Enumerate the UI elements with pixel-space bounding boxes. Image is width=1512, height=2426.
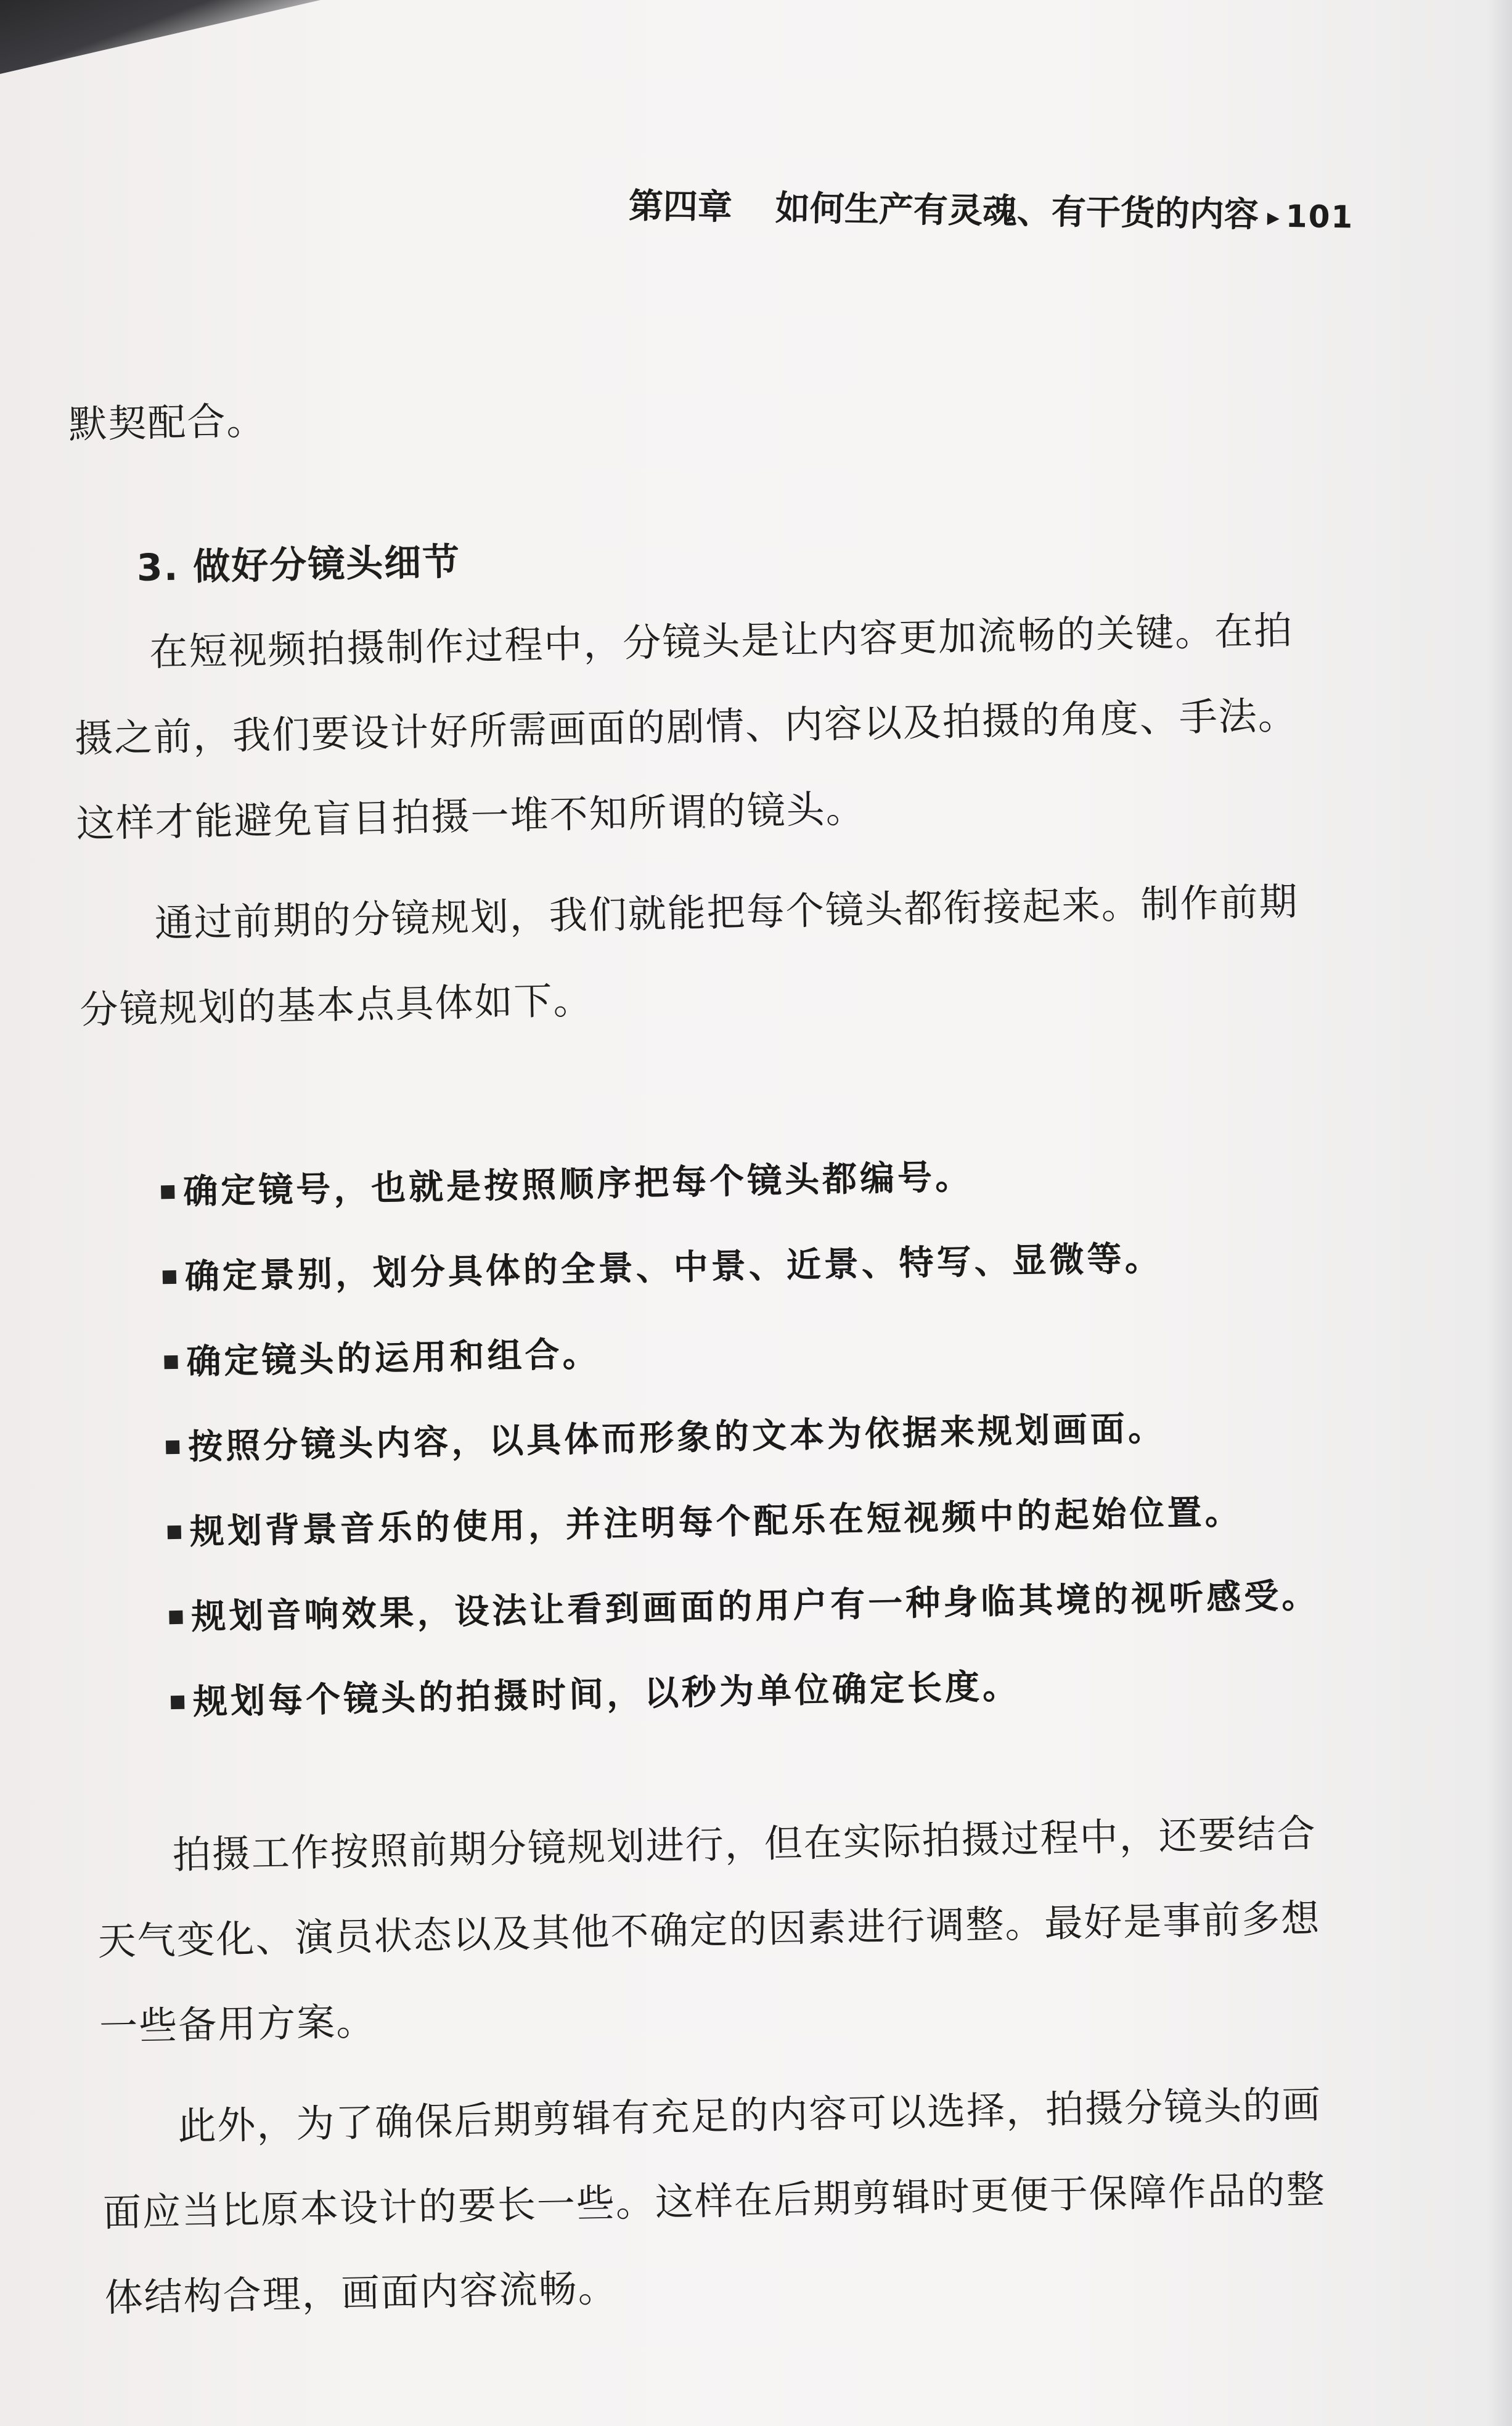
page-corner-shadow	[0, 0, 321, 74]
page-body	[68, 359, 1338, 2341]
square-bullet-icon	[166, 1440, 179, 1454]
chapter-label: 第四章	[628, 186, 733, 228]
planning-points-list	[160, 1127, 1326, 1745]
square-bullet-icon	[168, 1525, 181, 1539]
continuation-text: 默契配合。	[68, 398, 266, 447]
square-bullet-icon	[169, 1611, 182, 1624]
chapter-title: 如何生产有灵魂、有干货的内容	[775, 188, 1259, 235]
list-item-text: 规划背景音乐的使用，并注明每个配乐在短视频中的起始位置。	[189, 1491, 1243, 1553]
list-item-text: 按照分镜头内容，以具体而形象的文本为依据来规划画面。	[187, 1408, 1166, 1468]
list-item-text: 规划音响效果，设法让看到画面的用户有一种身临其境的视听感受。	[190, 1575, 1320, 1638]
list-item-text: 确定镜头的运用和组合。	[186, 1333, 601, 1382]
list-item-text: 规划每个镜头的拍摄时间，以秒为单位确定长度。	[192, 1665, 1021, 1723]
intro-paragraph-1: 在短视频拍摄制作过程中，分镜头是让内容更加流畅的关键。在拍摄之前，我们要设计好所需画面的剧情、内容以及拍摄的角度、手法。这样才能避免盲目拍摄一堆不知所谓的镜头。	[74, 607, 1298, 846]
square-bullet-icon	[161, 1185, 174, 1199]
closing-paragraph-1: 拍摄工作按照前期分镜规划进行，但在实际拍摄过程中，还要结合天气变化、演员状态以及其他不确定的因素进行调整。最好是事前多想一些备用方案。	[97, 1810, 1321, 2049]
intro-paragraph-2: 通过前期的分镜规划，我们就能把每个镜头都衔接起来。制作前期分镜规划的基本点具体如下。	[79, 878, 1299, 1032]
running-header	[628, 179, 1356, 238]
list-item-text: 确定景别，划分具体的全景、中景、近景、特写、显微等。	[184, 1238, 1163, 1297]
square-bullet-icon	[171, 1696, 184, 1709]
page-number: 101	[1285, 198, 1354, 235]
square-bullet-icon	[163, 1270, 176, 1284]
square-bullet-icon	[164, 1355, 178, 1369]
list-item-text: 确定镜号，也就是按照顺序把每个镜头都编号。	[182, 1156, 973, 1212]
closing-paragraph-2: 此外，为了确保后期剪辑有充足的内容可以选择，拍摄分镜头的画面应当比原本设计的要长一些。这样在后期剪辑时更便于保障作品的整体结构合理，画面内容流畅。	[102, 2081, 1326, 2321]
page-edge-shadow	[1487, 0, 1512, 2426]
section-heading: 3. 做好分镜头细节	[136, 540, 461, 590]
triangle-marker-icon: ▸	[1267, 203, 1280, 232]
